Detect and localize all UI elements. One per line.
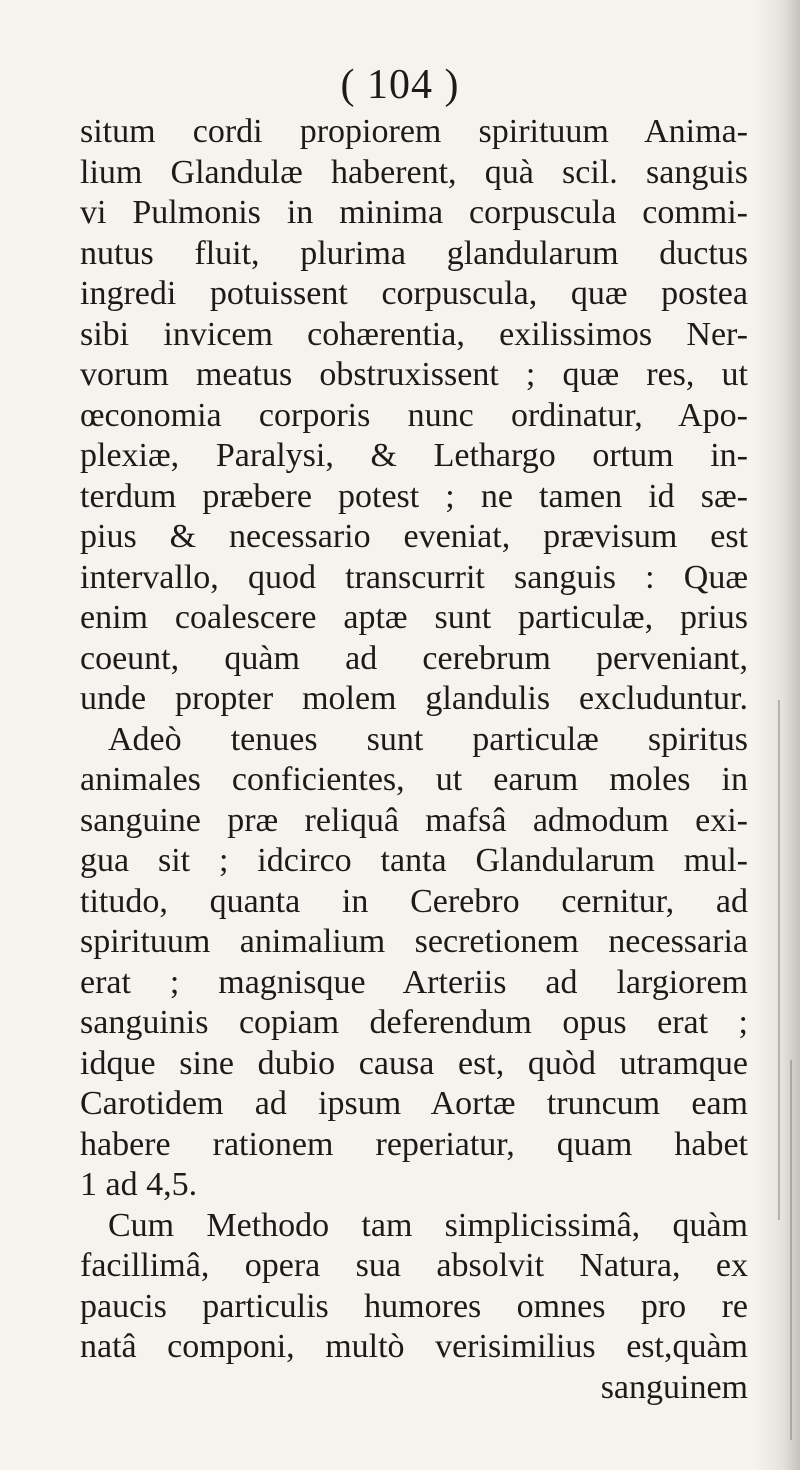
text-line: nutus fluit, plurima glandularum ductus bbox=[80, 234, 748, 272]
text-line: spirituum animalium secretionem necessaria bbox=[80, 923, 748, 960]
text-line: ingredi potuissent corpuscula, quæ postea bbox=[80, 275, 748, 312]
text-line: titudo, quanta in Cerebro cernitur, ad bbox=[80, 882, 748, 920]
text-line: vi Pulmonis in minima corpuscula commi- bbox=[80, 194, 748, 231]
text-line: situm cordi propiorem spirituum Anima- bbox=[80, 113, 748, 150]
text-line: pius & necessario eveniat, prævisum est bbox=[80, 518, 748, 555]
text-line: 1 ad 4,5. bbox=[80, 1166, 198, 1203]
page-edge-line bbox=[790, 1060, 792, 1440]
text-line: habere rationem reperiatur, quam habet bbox=[80, 1125, 748, 1163]
text-line: lium Glandulæ haberent, quà scil. sanguis bbox=[80, 153, 748, 191]
paragraph-start-line: Cum Methodo tam simplicissimâ, quàm bbox=[108, 1206, 748, 1244]
text-line: sanguinis copiam deferendum opus erat ; bbox=[80, 1004, 748, 1041]
text-line: œconomia corporis nunc ordinatur, Apo- bbox=[80, 396, 748, 434]
text-line: plexiæ, Paralysi, & Lethargo ortum in- bbox=[80, 437, 748, 474]
paragraph-start-line: Adeò tenues sunt particulæ spiritus bbox=[108, 720, 748, 758]
page-edge-line bbox=[778, 700, 780, 1220]
text-line: paucis particulis humores omnes pro re bbox=[80, 1287, 748, 1325]
text-line: sanguine præ reliquâ mafsâ admodum exi- bbox=[80, 801, 748, 839]
page-number: ( 104 ) bbox=[340, 62, 460, 108]
text-line: unde propter molem glandulis excluduntur. bbox=[80, 680, 748, 717]
text-line: enim coalescere aptæ sunt particulæ, prius bbox=[80, 599, 748, 636]
text-line: sibi invicem cohærentia, exilissimos Ner- bbox=[80, 315, 748, 353]
text-line: facillimâ, opera sua absolvit Natura, ex bbox=[80, 1247, 748, 1284]
text-line: vorum meatus obstruxissent ; quæ res, ut bbox=[80, 356, 748, 393]
text-line: intervallo, quod transcurrit sanguis : Quæ bbox=[80, 558, 748, 596]
text-line: natâ componi, multò verisimilius est,quàm bbox=[80, 1328, 748, 1365]
catchword: sanguinem bbox=[600, 1368, 748, 1406]
text-line: animales conficientes, ut earum moles in bbox=[80, 761, 748, 798]
text-line: gua sit ; idcirco tanta Glandularum mul- bbox=[80, 842, 748, 879]
text-line: Carotidem ad ipsum Aortæ truncum eam bbox=[80, 1085, 748, 1122]
text-line: erat ; magnisque Arteriis ad largiorem bbox=[80, 963, 748, 1001]
text-line: coeunt, quàm ad cerebrum perveniant, bbox=[80, 639, 748, 677]
text-line: idque sine dubio causa est, quòd utramque bbox=[80, 1044, 748, 1082]
body-text bbox=[80, 112, 748, 1408]
text-line: terdum præbere potest ; ne tamen id sæ- bbox=[80, 477, 748, 515]
